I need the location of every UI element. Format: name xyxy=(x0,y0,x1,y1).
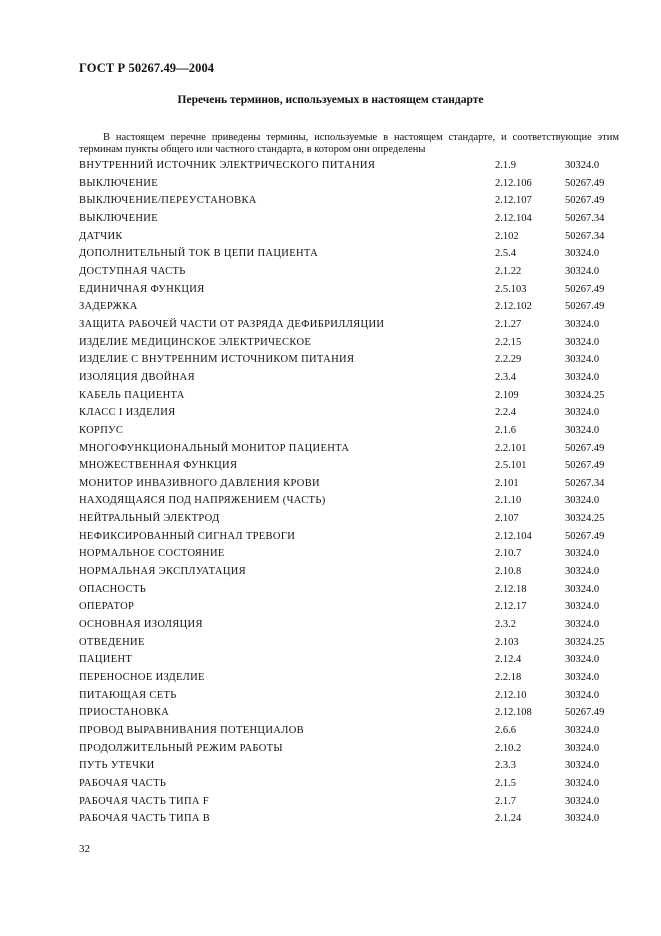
term-name: ИЗДЕЛИЕ МЕДИЦИНСКОЕ ЭЛЕКТРИЧЕСКОЕ xyxy=(79,336,312,348)
term-row xyxy=(79,228,619,246)
term-clause-number: 2.107 xyxy=(495,513,519,525)
term-row xyxy=(79,298,619,316)
term-clause-number: 2.2.18 xyxy=(495,672,522,684)
term-clause-number: 2.2.101 xyxy=(495,442,527,454)
term-standard-number: 50267.49 xyxy=(565,195,605,207)
term-standard-number: 30324.0 xyxy=(565,248,600,260)
term-clause-number: 2.1.6 xyxy=(495,424,516,436)
term-clause-number: 2.3.3 xyxy=(495,760,516,772)
term-clause-number: 2.1.7 xyxy=(495,795,516,807)
term-standard-number: 30324.0 xyxy=(565,760,600,772)
term-clause-number: 2.102 xyxy=(495,230,519,242)
term-row xyxy=(79,634,619,652)
term-standard-number: 30324.0 xyxy=(565,742,600,754)
term-clause-number: 2.5.4 xyxy=(495,248,516,260)
term-clause-number: 2.12.10 xyxy=(495,689,527,701)
term-row xyxy=(79,545,619,563)
term-row xyxy=(79,757,619,775)
term-row xyxy=(79,387,619,405)
term-name: КОРПУС xyxy=(79,424,124,436)
term-name: КАБЕЛЬ ПАЦИЕНТА xyxy=(79,389,185,401)
term-name: ВНУТРЕННИЙ ИСТОЧНИК ЭЛЕКТРИЧЕСКОГО ПИТАНИЯ xyxy=(79,160,376,171)
term-name: ВЫКЛЮЧЕНИЕ xyxy=(79,212,158,224)
term-standard-number: 30324.0 xyxy=(565,566,600,578)
term-row xyxy=(79,192,619,210)
term-standard-number: 50267.34 xyxy=(565,477,605,489)
term-name: ИЗОЛЯЦИЯ ДВОЙНАЯ xyxy=(79,371,195,383)
term-row xyxy=(79,616,619,634)
term-standard-number: 50267.49 xyxy=(565,442,605,454)
term-standard-number: 50267.49 xyxy=(565,460,605,472)
term-standard-number: 30324.0 xyxy=(565,265,600,277)
term-standard-number: 50267.49 xyxy=(565,177,605,189)
term-name: ПУТЬ УТЕЧКИ xyxy=(79,760,155,772)
term-row xyxy=(79,775,619,793)
term-clause-number: 2.2.15 xyxy=(495,336,522,348)
term-name: ПРОВОД ВЫРАВНИВАНИЯ ПОТЕНЦИАЛОВ xyxy=(79,725,304,736)
term-name: НЕЙТРАЛЬНЫЙ ЭЛЕКТРОД xyxy=(79,513,220,525)
term-row xyxy=(79,457,619,475)
term-standard-number: 30324.0 xyxy=(565,407,600,419)
term-clause-number: 2.12.104 xyxy=(495,530,532,542)
term-standard-number: 50267.34 xyxy=(565,230,605,242)
term-row xyxy=(79,157,619,175)
term-name: ОТВЕДЕНИЕ xyxy=(79,636,145,648)
term-row xyxy=(79,598,619,616)
term-name: НЕФИКСИРОВАННЫЙ СИГНАЛ ТРЕВОГИ xyxy=(79,530,296,542)
term-name: ЕДИНИЧНАЯ ФУНКЦИЯ xyxy=(79,283,205,295)
section-title: Перечень терминов, используемых в настоящем стандарте xyxy=(177,94,484,106)
term-name: ДОПОЛНИТЕЛЬНЫЙ ТОК В ЦЕПИ ПАЦИЕНТА xyxy=(79,248,319,260)
term-row xyxy=(79,351,619,369)
term-standard-number: 30324.0 xyxy=(565,725,600,736)
term-name: ПРИОСТАНОВКА xyxy=(79,707,170,719)
term-standard-number: 30324.0 xyxy=(565,160,600,171)
term-name: ПИТАЮЩАЯ СЕТЬ xyxy=(79,689,177,701)
term-row xyxy=(79,510,619,528)
term-clause-number: 2.12.102 xyxy=(495,301,532,313)
term-name: РАБОЧАЯ ЧАСТЬ ТИПА F xyxy=(79,795,209,807)
term-name: ДОСТУПНАЯ ЧАСТЬ xyxy=(79,265,186,277)
term-name: ОПЕРАТОР xyxy=(79,601,135,613)
term-clause-number: 2.1.9 xyxy=(495,160,516,171)
term-name: МНОЖЕСТВЕННАЯ ФУНКЦИЯ xyxy=(79,460,238,472)
term-name: НОРМАЛЬНАЯ ЭКСПЛУАТАЦИЯ xyxy=(79,566,247,578)
term-name: ОПАСНОСТЬ xyxy=(79,583,147,595)
term-standard-number: 30324.0 xyxy=(565,548,600,560)
term-row xyxy=(79,316,619,334)
term-row xyxy=(79,281,619,299)
term-standard-number: 30324.0 xyxy=(565,424,600,436)
term-clause-number: 2.101 xyxy=(495,477,519,489)
term-clause-number: 2.10.8 xyxy=(495,566,522,578)
term-name: ВЫКЛЮЧЕНИЕ/ПЕРЕУСТАНОВКА xyxy=(79,195,257,207)
term-clause-number: 2.12.108 xyxy=(495,707,532,719)
term-clause-number: 2.6.6 xyxy=(495,725,516,736)
term-row xyxy=(79,210,619,228)
term-standard-number: 50267.49 xyxy=(565,283,605,295)
term-name: ЗАЩИТА РАБОЧЕЙ ЧАСТИ ОТ РАЗРЯДА ДЕФИБРИЛЛЯЦИИ xyxy=(79,318,385,330)
term-clause-number: 2.12.107 xyxy=(495,195,532,207)
term-name: ИЗДЕЛИЕ С ВНУТРЕННИМ ИСТОЧНИКОМ ПИТАНИЯ xyxy=(79,354,355,366)
term-standard-number: 30324.0 xyxy=(565,601,600,613)
term-row xyxy=(79,422,619,440)
term-name: МНОГОФУНКЦИОНАЛЬНЫЙ МОНИТОР ПАЦИЕНТА xyxy=(79,442,350,454)
term-row xyxy=(79,369,619,387)
term-clause-number: 2.10.2 xyxy=(495,742,522,754)
term-clause-number: 2.3.2 xyxy=(495,619,516,631)
term-standard-number: 30324.0 xyxy=(565,336,600,348)
term-row xyxy=(79,722,619,740)
terms-list xyxy=(79,157,619,828)
term-name: ВЫКЛЮЧЕНИЕ xyxy=(79,177,158,189)
term-row xyxy=(79,704,619,722)
term-row xyxy=(79,175,619,193)
standard-id-header: ГОСТ Р 50267.49—2004 xyxy=(79,61,215,75)
term-row xyxy=(79,334,619,352)
term-clause-number: 2.2.4 xyxy=(495,407,516,419)
term-row xyxy=(79,581,619,599)
term-standard-number: 50267.49 xyxy=(565,530,605,542)
term-standard-number: 30324.0 xyxy=(565,795,600,807)
term-clause-number: 2.5.103 xyxy=(495,283,527,295)
term-name: РАБОЧАЯ ЧАСТЬ ТИПА B xyxy=(79,813,211,825)
term-row xyxy=(79,440,619,458)
term-standard-number: 30324.0 xyxy=(565,371,600,383)
term-standard-number: 30324.25 xyxy=(565,389,605,401)
term-standard-number: 30324.0 xyxy=(565,495,600,507)
term-standard-number: 50267.34 xyxy=(565,212,605,224)
term-clause-number: 2.12.106 xyxy=(495,177,532,189)
term-name: РАБОЧАЯ ЧАСТЬ xyxy=(79,777,167,789)
term-standard-number: 30324.0 xyxy=(565,813,600,825)
term-standard-number: 30324.0 xyxy=(565,354,600,366)
term-clause-number: 2.1.22 xyxy=(495,265,522,277)
term-clause-number: 2.109 xyxy=(495,389,519,401)
term-name: ПЕРЕНОСНОЕ ИЗДЕЛИЕ xyxy=(79,672,205,684)
term-clause-number: 2.10.7 xyxy=(495,548,522,560)
term-row xyxy=(79,793,619,811)
term-row xyxy=(79,740,619,758)
term-standard-number: 50267.49 xyxy=(565,707,605,719)
term-row xyxy=(79,563,619,581)
term-clause-number: 2.12.4 xyxy=(495,654,522,666)
term-name: ОСНОВНАЯ ИЗОЛЯЦИЯ xyxy=(79,619,203,631)
term-name: МОНИТОР ИНВАЗИВНОГО ДАВЛЕНИЯ КРОВИ xyxy=(79,477,320,489)
term-name: НАХОДЯЩАЯСЯ ПОД НАПРЯЖЕНИЕМ (ЧАСТЬ) xyxy=(79,495,326,507)
intro-paragraph: В настоящем перечне приведены термины, используемые в настоящем стандарте, и соответствующие этим терминам пункты общего или частного стандарта, в котором они определены xyxy=(79,131,619,155)
term-name: ПРОДОЛЖИТЕЛЬНЫЙ РЕЖИМ РАБОТЫ xyxy=(79,742,283,754)
term-name: КЛАСС I ИЗДЕЛИЯ xyxy=(79,407,176,419)
term-name: ДАТЧИК xyxy=(79,230,123,242)
term-row xyxy=(79,475,619,493)
term-standard-number: 30324.25 xyxy=(565,513,605,525)
term-clause-number: 2.1.5 xyxy=(495,777,516,789)
term-standard-number: 30324.25 xyxy=(565,636,605,648)
term-row xyxy=(79,810,619,828)
term-row xyxy=(79,245,619,263)
term-clause-number: 2.1.27 xyxy=(495,318,522,330)
term-standard-number: 30324.0 xyxy=(565,777,600,789)
term-row xyxy=(79,404,619,422)
term-clause-number: 2.12.17 xyxy=(495,601,527,613)
term-clause-number: 2.103 xyxy=(495,636,519,648)
term-name: ЗАДЕРЖКА xyxy=(79,301,138,313)
term-row xyxy=(79,687,619,705)
term-clause-number: 2.1.10 xyxy=(495,495,522,507)
term-name: НОРМАЛЬНОЕ СОСТОЯНИЕ xyxy=(79,548,225,560)
term-standard-number: 30324.0 xyxy=(565,672,600,684)
term-clause-number: 2.3.4 xyxy=(495,371,516,383)
term-row xyxy=(79,492,619,510)
term-standard-number: 30324.0 xyxy=(565,619,600,631)
term-row xyxy=(79,528,619,546)
term-clause-number: 2.1.24 xyxy=(495,813,522,825)
term-row xyxy=(79,669,619,687)
term-clause-number: 2.12.104 xyxy=(495,212,532,224)
term-row xyxy=(79,263,619,281)
term-standard-number: 30324.0 xyxy=(565,689,600,701)
term-standard-number: 50267.49 xyxy=(565,301,605,313)
term-clause-number: 2.12.18 xyxy=(495,583,527,595)
term-clause-number: 2.5.101 xyxy=(495,460,527,472)
term-standard-number: 30324.0 xyxy=(565,583,600,595)
term-standard-number: 30324.0 xyxy=(565,654,600,666)
term-row xyxy=(79,651,619,669)
page-number: 32 xyxy=(79,843,90,855)
term-clause-number: 2.2.29 xyxy=(495,354,522,366)
term-name: ПАЦИЕНТ xyxy=(79,654,133,666)
term-standard-number: 30324.0 xyxy=(565,318,600,330)
